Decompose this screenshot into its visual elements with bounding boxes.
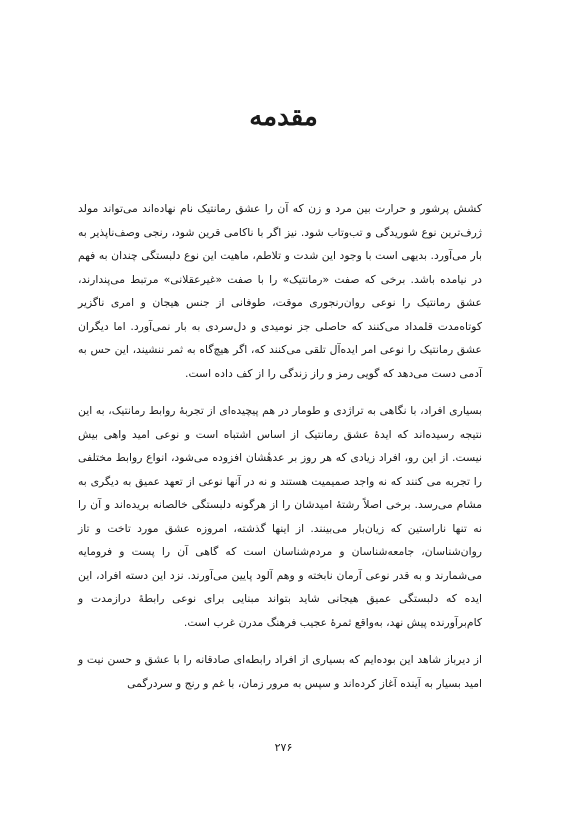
body-text [78, 197, 482, 709]
chapter-title: مقدمه [249, 102, 318, 133]
paragraph: بسیاری افراد، با نگاهی به تراژدی و طومار در هم پیچیده‌ای از تجربهٔ روابط رمانتیک، به این نتیجه رسیده‌اند که ایدهٔ عشق رمانتیک از اساس اشتباه است و نوعی امید واهی بیش نیست. از این رو، افراد زیادی که هر روز بر عدهٔشان افزوده می‌شود، انواع روابط مختلفی را تجربه می‌ کنند که نه واجد صمیمیت هستند و نه در آنها نوعی از تعهد عمیق به دیگری به مشام می‌رسد. برخی اصلاً رشتهٔ امیدشان را از هرگونه دلبستگی خالصانه بریده‌اند و آن را نه تنها ناراستین که زیان‌بار می‌بینند. از اینها گذشته، امروزه عشق مورد تاخت و تاز روان‌شناسان، جامعه‌شناسان و مردم‌شناسان است که گاهی آن را پست و فرومایه می‌شمارند و به قدر نوعی آرمان نابخته و وهم آلود پایین می‌آورند. نزد این دسته افراد، این ایده که دلبستگی عمیق هیجانی شاید بتواند مبنایی برای نوعی رابطهٔ درازمدت و کام‌برآورنده پیش نهد، به‌واقع ثمرهٔ عجیب فرهنگ مدرن غرب است. [78, 404, 482, 629]
paragraph: از دیرباز شاهد این بوده‌ایم که بسیاری از افراد رابطه‌ای صادقانه را با عشق و حسن نیت و امید بسیار به آینده آغاز کرده‌اند و سپس به مرور زمان، با غم و رنج و سردرگمی [78, 653, 482, 690]
page-number: ۲۷۶ [274, 741, 293, 754]
paragraph: کشش پرشور و حرارت بین مرد و زن که آن را عشق رمانتیک نام نهاده‌اند می‌تواند مولد ژرف‌ترین نوع شوریدگی و تب‌وتاب شود. نیز اگر با ناکامی قرین شود، رنجی وصف‌ناپذیر به بار می‌آورد. بدیهی است با وجود این شدت و تلاطم، ماهیت این نوع دلبستگی چندان به فهم در نیامده باشد. برخی که صفت «رمانتیک» را با صفت «غیرعقلانی» مرتبط می‌پندارند، عشق رمانتیک را نوعی روان‌رنجوری موقت، طوفانی از جنس هیجان و امری ناگزیر کوتاه‌مدت قلمداد می‌کنند که حاصلی جز نومیدی و دل‌سردی به بار نمی‌آورد. اما دیگران عشق رمانتیک را نوعی امر ایده‌آل تلقی می‌کنند که، اگر هیچ‌گاه به ثمر ننشیند، این حس به آدمی دست می‌دهد که گویی رمز و راز زندگی را از کف داده است. [78, 202, 482, 380]
